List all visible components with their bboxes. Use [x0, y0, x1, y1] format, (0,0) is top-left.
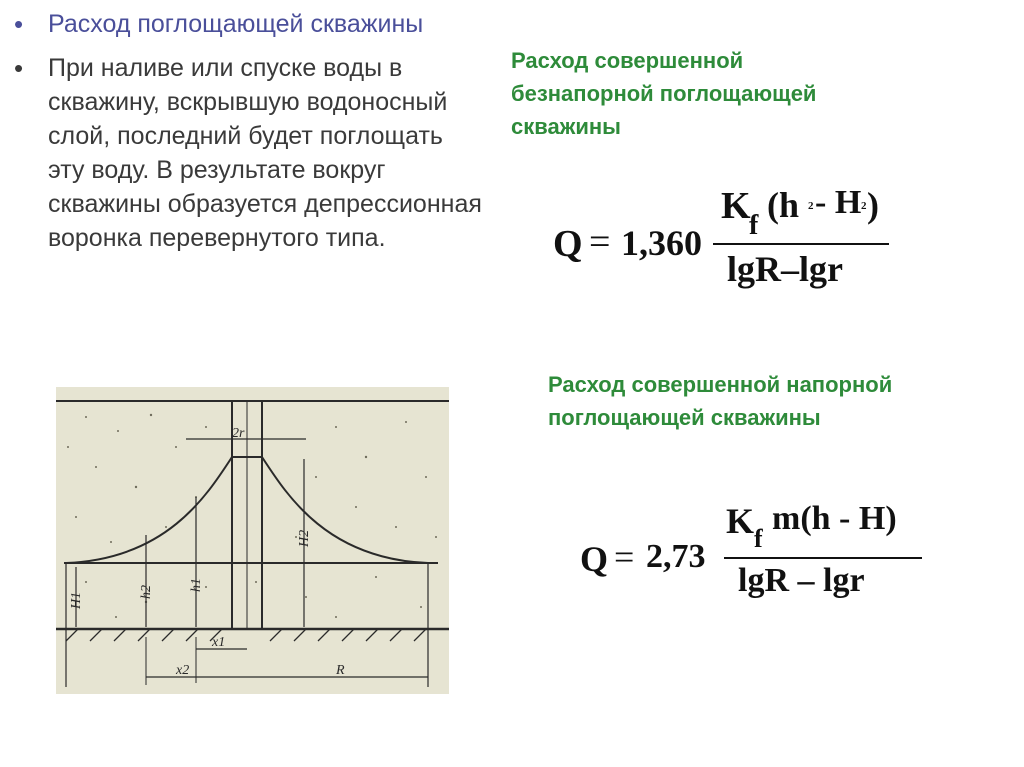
formula1-eq: = — [589, 221, 611, 263]
diagram-paper — [56, 387, 449, 694]
label-H2: H2 — [297, 529, 312, 547]
formula1-num-exp1: 2 — [808, 200, 814, 212]
formula-unconfined — [545, 180, 905, 290]
formula2-den: lgR – lgr — [738, 562, 865, 599]
depression-cone-diagram — [56, 387, 449, 694]
formula1-num-mid: - H — [815, 184, 862, 221]
bullet-list — [14, 8, 484, 255]
formula1-lhs: Q — [553, 223, 583, 265]
label-x2: x2 — [176, 663, 190, 678]
formula1-fraction-bar — [713, 243, 889, 245]
label-R: R — [336, 663, 345, 678]
bullet-body — [14, 51, 484, 255]
formula1-num-end: ) — [867, 185, 879, 225]
formula2-eq: = — [614, 537, 635, 577]
formula1-num-exp2: 2 — [861, 200, 867, 212]
bullet-dot: • — [14, 9, 24, 39]
diagram-svg — [56, 387, 449, 694]
bullet-body-text: При наливе или спуске воды в скважину, вскрывшую водоносный слой, последний будет поглощать эту воду. В результате вокруг скважины образуется депрессионная воронка перевернутого типа. — [48, 54, 482, 252]
formula2-num-rest: m(h - H) — [772, 500, 897, 537]
section2-heading: Расход совершенной напорной поглощающей скважины — [548, 372, 893, 430]
formula1-coef: 1,360 — [621, 223, 702, 263]
formula2-coef: 2,73 — [646, 538, 706, 575]
label-h1: h1 — [189, 578, 204, 592]
formula1-num-sub: f — [749, 210, 759, 241]
bullet-title — [14, 8, 484, 41]
formula1-den: lgR–lgr — [727, 249, 843, 289]
label-H1: H1 — [69, 591, 84, 609]
formula2-fraction-bar — [724, 557, 922, 559]
formula1-num-k: K — [721, 185, 751, 227]
section1-heading: Расход совершенной безнапорной поглощающей скважины — [511, 48, 817, 139]
formula2-lhs: Q — [580, 539, 609, 579]
formula1-num-rest: (h — [767, 185, 800, 225]
bullet-dot: • — [14, 53, 24, 83]
formula2-num-k: K — [726, 501, 755, 541]
formula-confined — [580, 498, 940, 608]
label-x1: x1 — [212, 635, 226, 650]
bullet-title-text: Расход поглощающей скважины — [48, 10, 424, 38]
label-h2: h2 — [139, 585, 154, 599]
label-2r: 2r — [232, 426, 245, 441]
formula2-num-sub: f — [754, 524, 763, 553]
